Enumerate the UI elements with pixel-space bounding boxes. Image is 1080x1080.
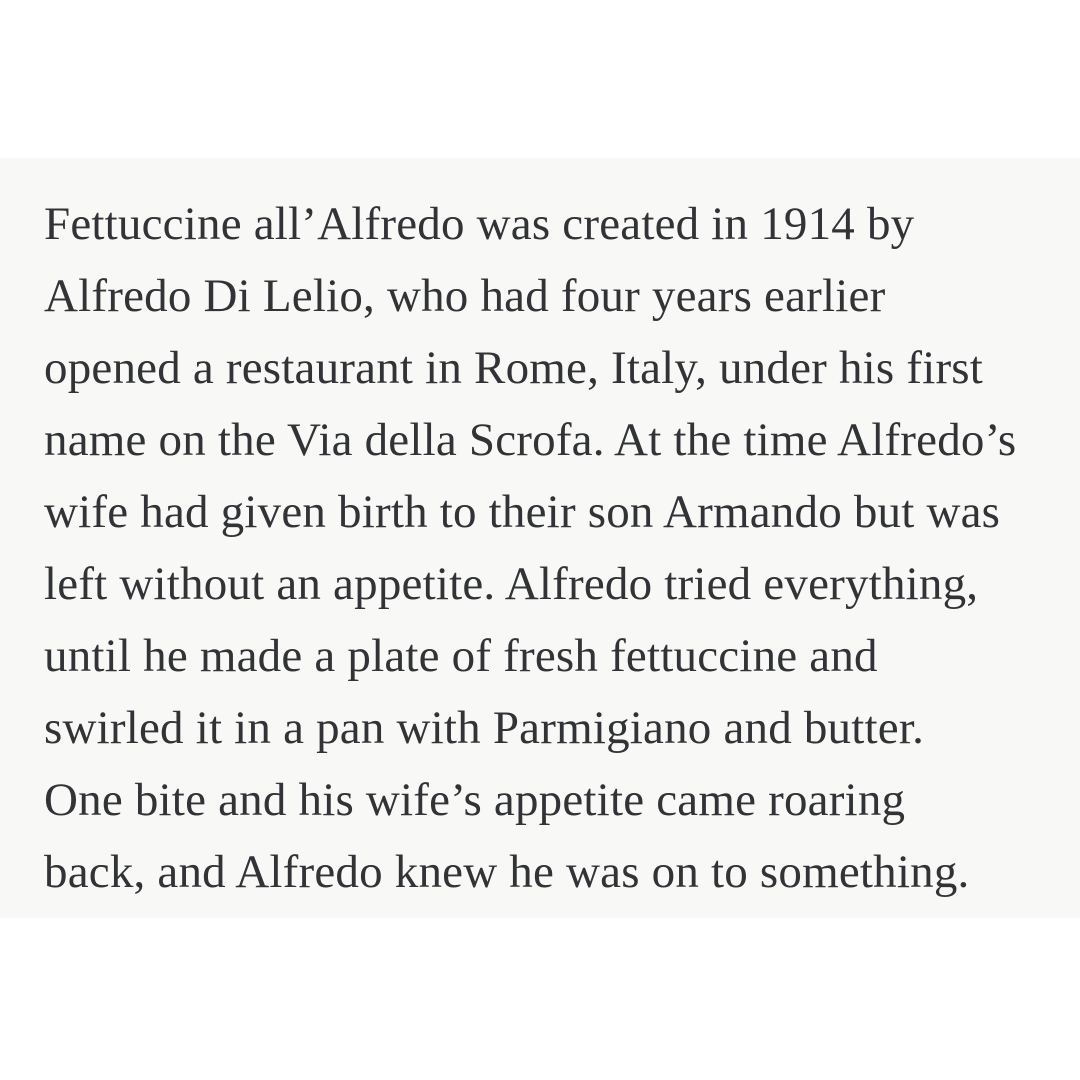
- article-paragraph: [44, 188, 1044, 908]
- paragraph-line: until he made a plate of fresh fettuccine and: [44, 630, 878, 682]
- paragraph-line: Fettuccine all’Alfredo was created in 1914 by: [44, 198, 915, 250]
- paragraph-line: Alfredo Di Lelio, who had four years earlier: [44, 270, 886, 322]
- paragraph-line: left without an appetite. Alfredo tried everything,: [44, 558, 979, 610]
- text-panel: [0, 158, 1080, 918]
- paragraph-line: wife had given birth to their son Armando but was: [44, 486, 1001, 538]
- paragraph-line: back, and Alfredo knew he was on to something.: [44, 846, 970, 898]
- paragraph-line: One bite and his wife’s appetite came roaring: [44, 774, 906, 826]
- paragraph-line: swirled it in a pan with Parmigiano and butter.: [44, 702, 925, 754]
- paragraph-line: opened a restaurant in Rome, Italy, under his first: [44, 342, 984, 394]
- paragraph-line: name on the Via della Scrofa. At the time Alfredo’s: [44, 414, 1017, 466]
